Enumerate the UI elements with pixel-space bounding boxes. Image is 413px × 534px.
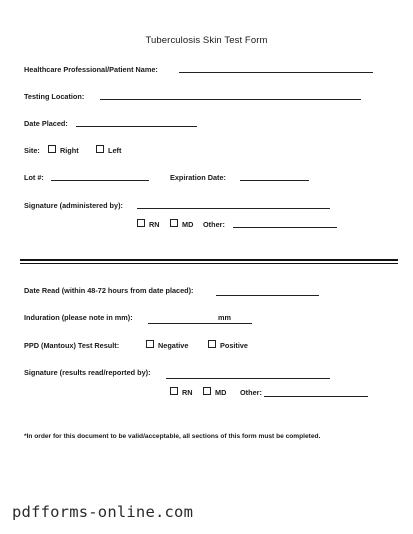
site-left-checkbox[interactable]: [96, 145, 104, 153]
testing-location-field[interactable]: [100, 99, 361, 100]
date-placed-field[interactable]: [76, 126, 197, 127]
date-placed-label: Date Placed:: [24, 119, 68, 128]
expiration-date-field[interactable]: [240, 180, 309, 181]
admin-md-label: MD: [182, 220, 194, 229]
reported-rn-checkbox[interactable]: [170, 387, 178, 395]
signature-reported-field[interactable]: [166, 378, 330, 379]
site-label: Site:: [24, 146, 40, 155]
admin-other-field[interactable]: [233, 227, 337, 228]
ppd-positive-checkbox[interactable]: [208, 340, 216, 348]
reported-md-label: MD: [215, 388, 227, 397]
induration-field[interactable]: [148, 323, 252, 324]
professional-name-label: Healthcare Professional/Patient Name:: [24, 65, 158, 74]
signature-administered-field[interactable]: [137, 208, 330, 209]
site-right-label: Right: [60, 146, 79, 155]
section-divider-thin: [20, 263, 398, 264]
reported-other-field[interactable]: [264, 396, 368, 397]
reported-other-label: Other:: [240, 388, 262, 397]
admin-other-label: Other:: [203, 220, 225, 229]
date-read-field[interactable]: [216, 295, 319, 296]
footnote: *In order for this document to be valid/acceptable, all sections of this form must be completed.: [24, 433, 321, 440]
induration-unit: mm: [218, 313, 231, 322]
testing-location-label: Testing Location:: [24, 92, 85, 101]
ppd-negative-label: Negative: [158, 341, 189, 350]
date-read-label: Date Read (within 48-72 hours from date placed):: [24, 286, 194, 295]
signature-administered-label: Signature (administered by):: [24, 201, 123, 210]
professional-name-field[interactable]: [179, 72, 373, 73]
admin-rn-label: RN: [149, 220, 160, 229]
site-watermark: pdfforms-online.com: [12, 503, 194, 521]
section-divider-thick: [20, 259, 398, 261]
ppd-negative-checkbox[interactable]: [146, 340, 154, 348]
ppd-result-label: PPD (Mantoux) Test Result:: [24, 341, 120, 350]
admin-md-checkbox[interactable]: [170, 219, 178, 227]
admin-rn-checkbox[interactable]: [137, 219, 145, 227]
form-title: Tuberculosis Skin Test Form: [145, 35, 268, 46]
reported-md-checkbox[interactable]: [203, 387, 211, 395]
reported-rn-label: RN: [182, 388, 193, 397]
induration-label: Induration (please note in mm):: [24, 313, 133, 322]
expiration-date-label: Expiration Date:: [170, 173, 226, 182]
lot-number-label: Lot #:: [24, 173, 44, 182]
site-right-checkbox[interactable]: [48, 145, 56, 153]
signature-reported-label: Signature (results read/reported by):: [24, 368, 151, 377]
site-left-label: Left: [108, 146, 122, 155]
lot-number-field[interactable]: [51, 180, 149, 181]
ppd-positive-label: Positive: [220, 341, 248, 350]
